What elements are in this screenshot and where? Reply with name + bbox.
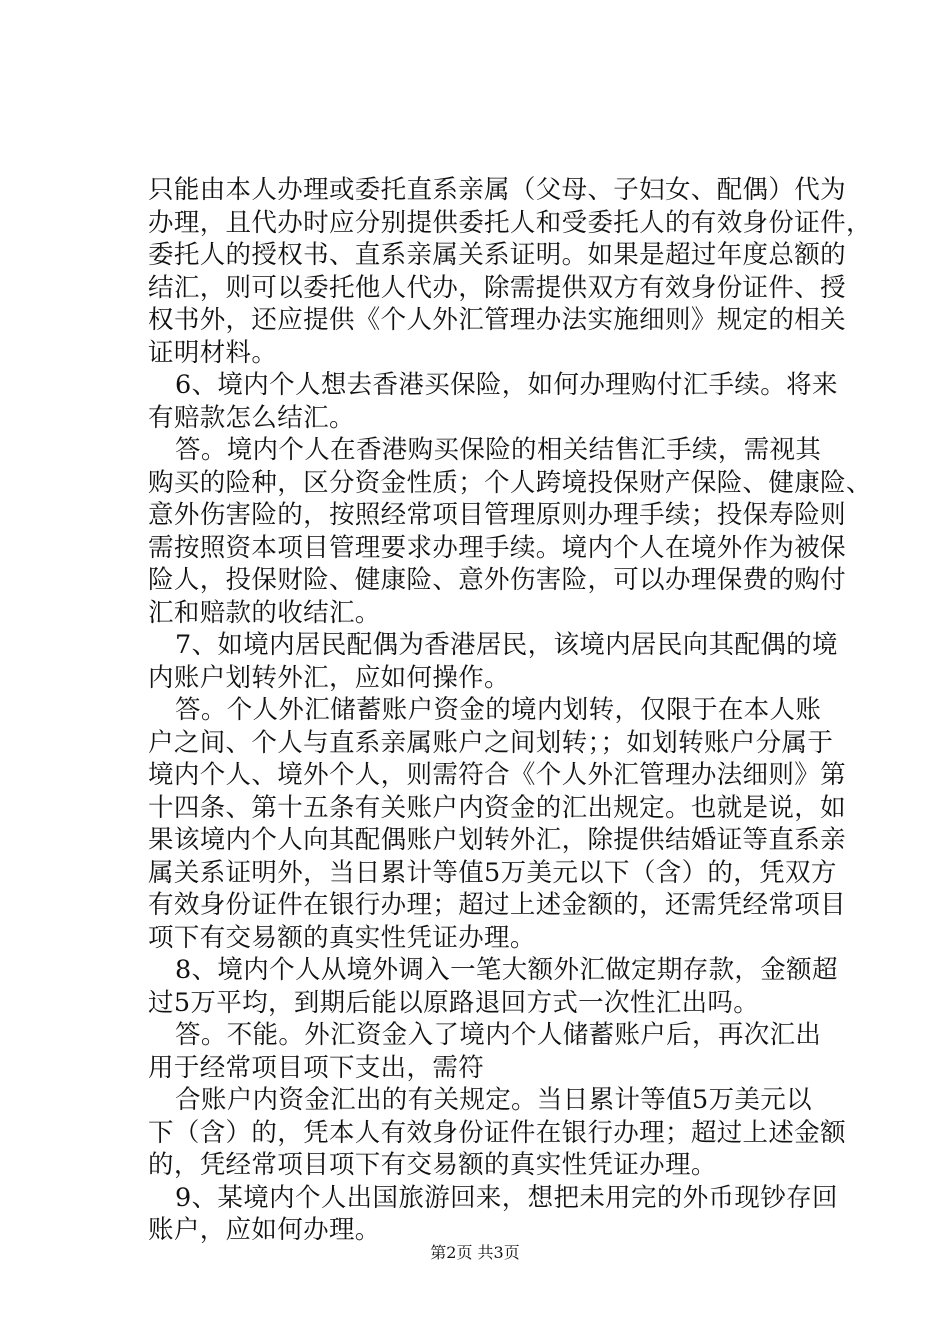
text-line: 的，凭经常项目项下有交易额的真实性凭证办理。 [148,1150,717,1180]
text-line: 需按照资本项目管理要求办理手续。境内个人在境外作为被保 [148,532,846,563]
text-line: 结汇，则可以委托他人代办，除需提供双方有效身份证件、授 [148,272,846,303]
text-line: 购买的险种，区分资金性质；个人跨境投保财产保险、健康险、 [148,467,872,498]
text-line: 户之间、个人与直系亲属账户之间划转；；如划转账户分属于 [148,727,834,758]
text-line: 证明材料。 [148,337,278,368]
text-line: 9、某境内个人出国旅游回来，想把未用完的外币现钞存回 [175,1182,838,1213]
text-line: 果该境内个人向其配偶账户划转外汇，除提供结婚证等直系亲 [148,825,846,855]
text-line: 项下有交易额的真实性凭证办理。 [148,922,536,953]
text-line: 过5万平均，到期后能以原路退回方式一次性汇出吗。 [148,987,760,1018]
text-line: 只能由本人办理或委托直系亲属（父母、子妇女、配偶）代为 [148,175,846,205]
document-body [148,174,872,1247]
text-line: 属关系证明外，当日累计等值5万美元以下（含）的，凭双方 [148,857,837,888]
text-line: 境内个人、境外个人，则需符合《个人外汇管理办法细则》第 [148,760,846,790]
text-line: 内账户划转外汇，应如何操作。 [148,662,510,693]
text-line: 答。境内个人在香港购买保险的相关结售汇手续，需视其 [175,435,822,465]
text-line: 汇和赔款的收结汇。 [148,597,381,628]
text-line: 答。不能。外汇资金入了境内个人储蓄账户后，再次汇出 [175,1020,822,1050]
text-line: 账户，应如何办理。 [148,1215,381,1245]
text-line: 十四条、第十五条有关账户内资金的汇出规定。也就是说，如 [148,792,846,823]
text-line: 委托人的授权书、直系亲属关系证明。如果是超过年度总额的 [148,240,846,270]
text-line: 答。个人外汇储蓄账户资金的境内划转，仅限于在本人账 [175,695,822,725]
text-line: 下（含）的，凭本人有效身份证件在银行办理；超过上述金额 [148,1117,846,1148]
text-line: 意外伤害险的，按照经常项目管理原则办理手续；投保寿险则 [148,500,846,530]
text-line: 6、境内个人想去香港买保险，如何办理购付汇手续。将来 [175,370,838,400]
page-footer: 第2页 共3页 [430,1243,520,1262]
text-line: 权书外，还应提供《个人外汇管理办法实施细则》规定的相关 [148,305,846,335]
text-line: 办理，且代办时应分别提供委托人和受委托人的有效身份证件， [148,207,872,238]
text-line: 合账户内资金汇出的有关规定。当日累计等值5万美元以 [175,1085,812,1115]
text-line: 7、如境内居民配偶为香港居民，该境内居民向其配偶的境 [175,630,838,660]
text-line: 险人，投保财险、健康险、意外伤害险，可以办理保费的购付 [148,565,846,595]
text-line: 用于经常项目项下支出，需符 [148,1052,485,1083]
text-line: 有效身份证件在银行办理；超过上述金额的，还需凭经常项目 [148,890,846,920]
text-line: 有赔款怎么结汇。 [148,402,355,433]
text-line: 8、境内个人从境外调入一笔大额外汇做定期存款，金额超 [175,955,838,985]
